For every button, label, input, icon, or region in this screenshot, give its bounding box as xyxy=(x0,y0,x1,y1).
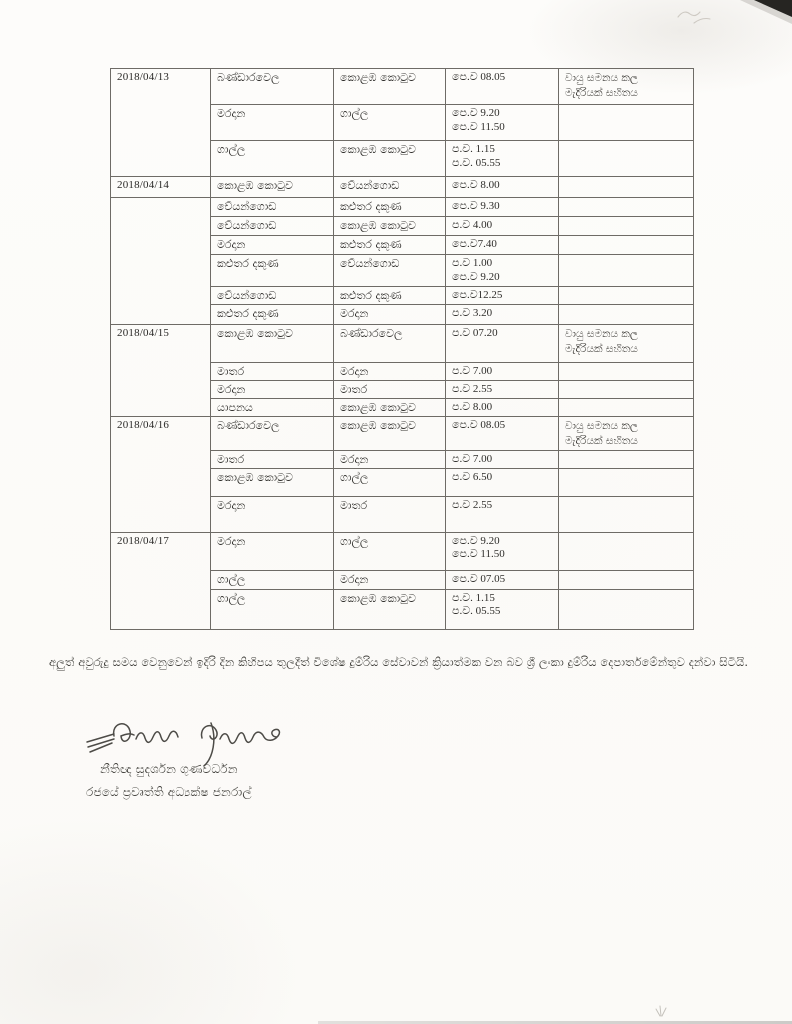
remarks-cell xyxy=(559,589,694,629)
remarks-cell xyxy=(559,570,694,589)
destination-station-cell: කොළඹ කොටුව xyxy=(334,589,446,629)
time-line: ප.ව 7.00 xyxy=(452,452,493,465)
schedule-row xyxy=(111,532,694,570)
destination-station-cell: මරදාන xyxy=(334,450,446,468)
departure-time-cell xyxy=(446,198,559,217)
remark-line: මැදිරියක් සහිතය xyxy=(565,343,638,356)
departure-time-cell xyxy=(446,305,559,325)
train-schedule-table xyxy=(110,68,694,630)
origin-station-cell: කළුතර දකුණ xyxy=(211,255,334,287)
remarks-cell xyxy=(559,177,694,198)
date-cell: 2018/04/14 xyxy=(111,177,211,198)
signatory-name: නීතිඥ සුදර්ශන ගුණවර්ධන xyxy=(100,762,238,776)
destination-station-cell: මාතර xyxy=(334,496,446,532)
announcement-paragraph: අලුත් අවුරුදු සමය වෙනුවෙන් ඉදිරි දින කිහිපය තුලදීත් විශේෂ දුම්රිය සේවාවන් ක්‍රියාත්මක වන බව ශ්‍රී ලංකා දුම්රිය දෙපාර්තමේන්තුව දන්වා සිටියි. xyxy=(49,654,749,669)
destination-station-cell: මාතර xyxy=(334,380,446,398)
date-cell: 2018/04/17 xyxy=(111,532,211,629)
date-cell-empty xyxy=(111,198,211,325)
destination-station-cell: ගාල්ල xyxy=(334,468,446,496)
departure-time-cell xyxy=(446,589,559,629)
date-cell: 2018/04/16 xyxy=(111,416,211,532)
origin-station-cell: ගාල්ල xyxy=(211,141,334,177)
time-line: පෙ.ව 11.50 xyxy=(452,548,505,561)
departure-time-cell xyxy=(446,69,559,105)
remarks-cell xyxy=(559,141,694,177)
remarks-cell xyxy=(559,69,694,105)
origin-station-cell: මාතර xyxy=(211,363,334,381)
departure-time-cell xyxy=(446,287,559,305)
remarks-cell xyxy=(559,450,694,468)
departure-time-cell xyxy=(446,236,559,255)
destination-station-cell: කොළඹ කොටුව xyxy=(334,416,446,450)
time-line: පෙ.ව12.25 xyxy=(452,289,503,301)
remarks-cell xyxy=(559,325,694,363)
origin-station-cell: කොළඹ කොටුව xyxy=(211,468,334,496)
schedule-row xyxy=(111,325,694,363)
remarks-cell xyxy=(559,380,694,398)
departure-time-cell xyxy=(446,532,559,570)
remarks-cell xyxy=(559,468,694,496)
destination-station-cell: වේයන්ගොඩ xyxy=(334,255,446,287)
departure-time-cell xyxy=(446,141,559,177)
departure-time-cell xyxy=(446,380,559,398)
time-line: ප.ව 4.00 xyxy=(452,219,493,231)
remark-line: මැදිරියක් සහිතය xyxy=(565,87,638,100)
remarks-cell xyxy=(559,398,694,416)
destination-station-cell: මරදාන xyxy=(334,305,446,325)
destination-station-cell: බණ්ඩාරවෙල xyxy=(334,325,446,363)
signatory-title: රජයේ ප්‍රවෘත්ති අධ්‍යක්ෂ ජනරාල් xyxy=(86,785,252,799)
destination-station-cell: මරදාන xyxy=(334,570,446,589)
time-line: ප.ව 07.20 xyxy=(452,327,498,339)
origin-station-cell: බණ්ඩාරවෙල xyxy=(211,416,334,450)
origin-station-cell: මරදාන xyxy=(211,105,334,141)
departure-time-cell xyxy=(446,217,559,236)
origin-station-cell: ගාල්ල xyxy=(211,570,334,589)
time-line: ප.ව 2.55 xyxy=(452,382,493,395)
origin-station-cell: බණ්ඩාරවෙල xyxy=(211,69,334,105)
remarks-cell xyxy=(559,287,694,305)
time-line: පෙ.ව 9.20 xyxy=(452,107,500,119)
destination-station-cell: මරදාන xyxy=(334,363,446,381)
remarks-cell xyxy=(559,236,694,255)
origin-station-cell: කොළඹ කොටුව xyxy=(211,177,334,198)
origin-station-cell: ගාල්ල xyxy=(211,589,334,629)
schedule-row xyxy=(111,198,694,217)
date-cell: 2018/04/15 xyxy=(111,325,211,417)
departure-time-cell xyxy=(446,496,559,532)
origin-station-cell: කළුතර දකුණ xyxy=(211,305,334,325)
schedule-row xyxy=(111,416,694,450)
schedule-row xyxy=(111,177,694,198)
time-line: ප.ව 7.00 xyxy=(452,365,493,377)
remark-line: වායු සමනය කල xyxy=(565,328,638,340)
remarks-cell xyxy=(559,416,694,450)
time-line: පෙ.ව7.40 xyxy=(452,238,497,250)
scan-corner-artifact xyxy=(754,0,792,17)
departure-time-cell xyxy=(446,416,559,450)
origin-station-cell: වේයන්ගොඩ xyxy=(211,217,334,236)
time-line: පෙ.ව 8.00 xyxy=(452,179,500,191)
remarks-cell xyxy=(559,363,694,381)
departure-time-cell xyxy=(446,363,559,381)
origin-station-cell: මරදාන xyxy=(211,532,334,570)
remark-line: මැදිරියක් සහිතය xyxy=(565,434,638,447)
time-line: ප.ව. 1.15 xyxy=(452,591,495,604)
origin-station-cell: කොළඹ කොටුව xyxy=(211,325,334,363)
departure-time-cell xyxy=(446,105,559,141)
origin-station-cell: වේයන්ගොඩ xyxy=(211,287,334,305)
destination-station-cell: කළුතර දකුණ xyxy=(334,236,446,255)
departure-time-cell xyxy=(446,570,559,589)
origin-station-cell: මරදාන xyxy=(211,236,334,255)
schedule-row xyxy=(111,69,694,105)
departure-time-cell xyxy=(446,450,559,468)
time-line: පෙ.ව 9.30 xyxy=(452,200,500,212)
destination-station-cell: වේයන්ගොඩ xyxy=(334,177,446,198)
destination-station-cell: ගාල්ල xyxy=(334,532,446,570)
date-cell: 2018/04/13 xyxy=(111,69,211,177)
departure-time-cell xyxy=(446,468,559,496)
destination-station-cell: කොළඹ කොටුව xyxy=(334,398,446,416)
scan-smudge-artifact xyxy=(650,1004,674,1020)
origin-station-cell: වේයන්ගොඩ xyxy=(211,198,334,217)
remarks-cell xyxy=(559,105,694,141)
time-line: ප.ව 8.00 xyxy=(452,400,493,413)
time-line: ප.ව. 05.55 xyxy=(452,156,501,169)
departure-time-cell xyxy=(446,398,559,416)
time-line: පෙ.ව 11.50 xyxy=(452,120,505,133)
time-line: ප.ව 1.00 xyxy=(452,257,493,269)
time-line: පෙ.ව 9.20 xyxy=(452,534,500,547)
time-line: ප.ව 3.20 xyxy=(452,307,493,319)
time-line: පෙ.ව 07.05 xyxy=(452,572,506,585)
departure-time-cell xyxy=(446,177,559,198)
remark-line: වායු සමනය කල xyxy=(565,72,638,84)
signature-scribble xyxy=(84,712,294,768)
destination-station-cell: කොළඹ කොටුව xyxy=(334,141,446,177)
origin-station-cell: මරදාන xyxy=(211,496,334,532)
origin-station-cell: මරදාන xyxy=(211,380,334,398)
departure-time-cell xyxy=(446,255,559,287)
remarks-cell xyxy=(559,217,694,236)
signature-block xyxy=(84,712,294,800)
origin-station-cell: යාපනය xyxy=(211,398,334,416)
destination-station-cell: කළුතර දකුණ xyxy=(334,198,446,217)
remarks-cell xyxy=(559,496,694,532)
remarks-cell xyxy=(559,305,694,325)
destination-station-cell: කළුතර දකුණ xyxy=(334,287,446,305)
time-line: ප.ව. 1.15 xyxy=(452,143,495,155)
origin-station-cell: මාතර xyxy=(211,450,334,468)
remarks-cell xyxy=(559,532,694,570)
time-line: පෙ.ව 08.05 xyxy=(452,418,506,431)
time-line: ප.ව 2.55 xyxy=(452,498,493,511)
destination-station-cell: කොළඹ කොටුව xyxy=(334,217,446,236)
departure-time-cell xyxy=(446,325,559,363)
remarks-cell xyxy=(559,198,694,217)
time-line: පෙ.ව 9.20 xyxy=(452,270,500,283)
time-line: ප.ව 6.50 xyxy=(452,470,493,483)
pencil-squiggle-artifact xyxy=(674,3,720,29)
destination-station-cell: ගාල්ල xyxy=(334,105,446,141)
time-line: ප.ව. 05.55 xyxy=(452,605,501,618)
remark-line: වායු සමනය කල xyxy=(565,419,638,432)
destination-station-cell: කොළඹ කොටුව xyxy=(334,69,446,105)
remarks-cell xyxy=(559,255,694,287)
time-line: පෙ.ව 08.05 xyxy=(452,71,506,83)
